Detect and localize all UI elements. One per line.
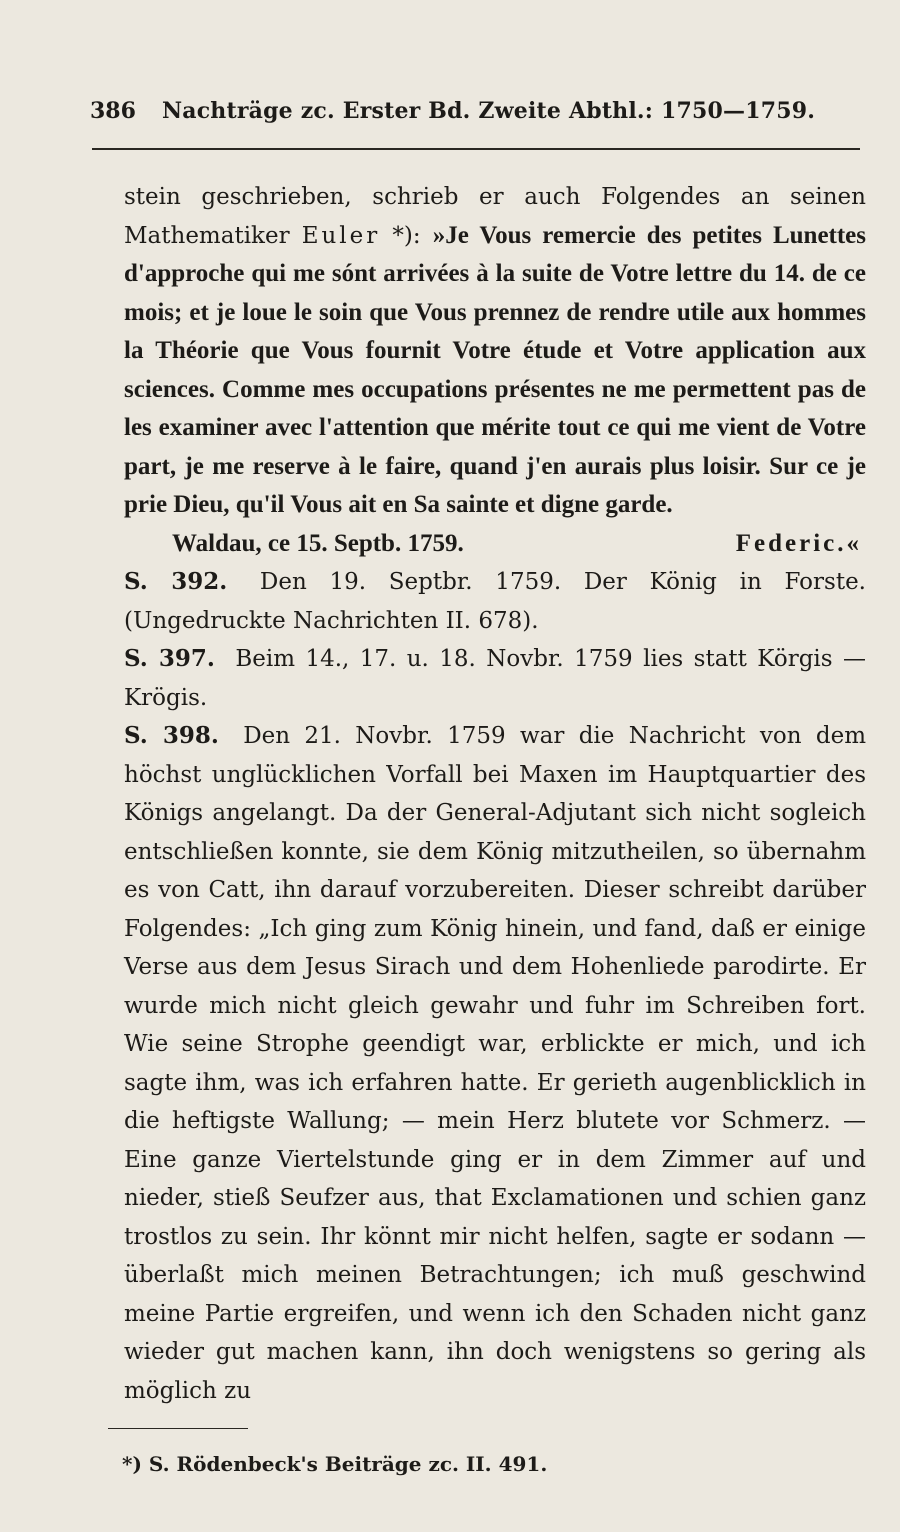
- intro-text: stein geschrieben, schrieb er auch Folgendes an seinen Mathematiker: [124, 184, 866, 249]
- header-rule: [92, 148, 860, 150]
- entry-s397: [124, 640, 866, 717]
- footnote: *) S. Rödenbeck's Beiträge zc. II. 491.: [122, 1452, 548, 1476]
- footnote-marker: *):: [392, 222, 421, 249]
- entry-text: Den 21. Novbr. 1759 war die Nachricht von dem höchst unglücklichen Vorfall bei Maxen im Hauptquartier des Königs angelangt. Da der General-Adjutant sich nicht sogleich entschließen konnte, sie dem König mitzutheilen, so übernahm es von Catt, ihn darauf vorzubereiten. Dieser schreibt darüber Folgendes: „Ich ging zum König hinein, und fand, daß er einige Verse aus dem Jesus Sirach und dem Hohenliede parodirte. Er wurde mich nicht gleich gewahr und fuhr im Schreiben fort. Wie seine Strophe geendigt war, erblickte er mich, und ich sagte ihm, was ich erfahren hatte. Er gerieth augenblicklich in die heftigste Wallung; — mein Herz blutete vor Schmerz. — Eine ganze Viertelstunde ging er in dem Zimmer auf und nieder, stieß Seufzer aus, that Exclamationen und schien ganz trostlos zu sein. Ihr könnt mir nicht helfen, sagte er sodann — überlaßt mich meinen Betrachtungen; ich muß geschwind meine Partie ergreifen, und wenn ich den Schaden nicht ganz wieder gut machen kann, ihn doch wenigstens so gering als möglich zu: [124, 723, 867, 1404]
- page-header: [90, 98, 860, 124]
- entry-s398: [124, 717, 866, 1410]
- footnote-rule: [108, 1428, 248, 1429]
- page-number: 386: [90, 98, 136, 124]
- running-title: Nachträge zc. Erster Bd. Zweite Abthl.: 1750—1759.: [161, 98, 816, 124]
- euler-name: Euler: [301, 222, 381, 249]
- place-date: Waldau, ce 15. Septb. 1759.: [172, 529, 464, 557]
- entry-text: Den 19. Septbr. 1759. Der König in Forste. (Ungedruckte Nachrichten II. 678).: [124, 569, 866, 634]
- signature: Federic.«: [735, 529, 862, 557]
- entry-text: Beim 14., 17. u. 18. Novbr. 1759 lies statt Körgis — Krögis.: [124, 646, 867, 711]
- french-letter: »Je Vous remercie des petites Lunettes d'approche qui me sónt arrivées à la suite de Votre lettre du 14. de ce mois; et je loue le soin que Vous prennez de rendre utile aux hommes la Théorie que Vous fournit Votre étude et Votre application aux sciences. Comme mes occupations présentes ne me permettent pas de les examiner avec l'attention que mérite tout ce qui me vient de Votre part, je me reserve à le faire, quand j'en aurais plus loisir. Sur ce je prie Dieu, qu'il Vous ait en Sa sainte et digne garde.: [124, 221, 867, 518]
- entry-s392: [124, 563, 866, 640]
- letter-closing: [124, 525, 866, 564]
- main-text: [124, 178, 866, 1410]
- entry-ref: S. 398.: [124, 722, 219, 749]
- entry-ref: S. 397.: [124, 645, 215, 672]
- entry-ref: S. 392.: [124, 568, 228, 595]
- letter-paragraph: [124, 178, 866, 525]
